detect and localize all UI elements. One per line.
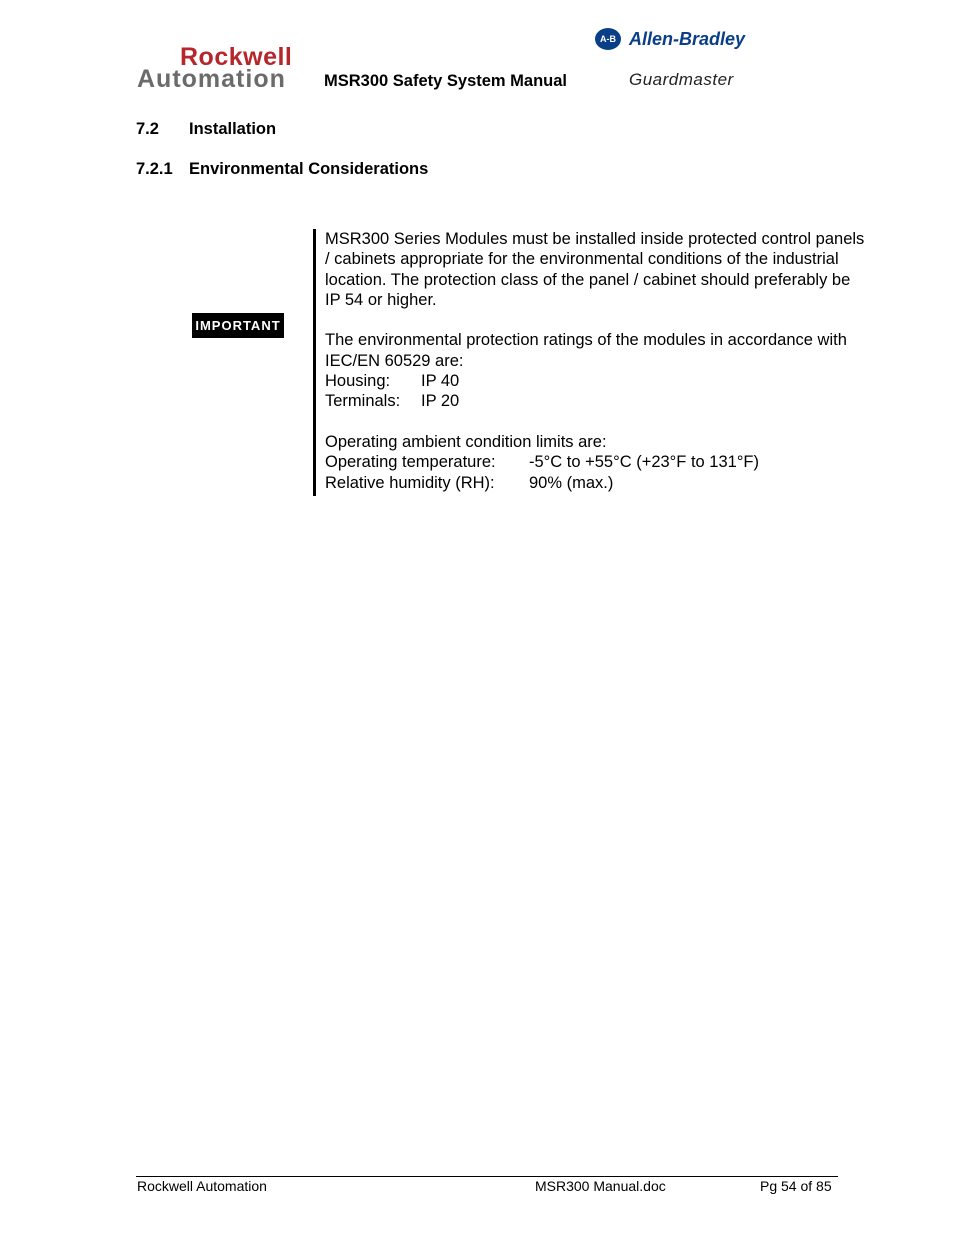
section-number: 7.2 [136, 120, 159, 138]
note-paragraph-3: Operating ambient condition limits are: [325, 432, 607, 451]
limit-row [325, 452, 865, 472]
section-title: Installation [189, 120, 277, 138]
note-paragraph-2: The environmental protection ratings of the modules in accordance with IEC/EN 60529 are: [325, 331, 847, 370]
important-note [325, 229, 865, 493]
footer-filename: MSR300 Manual.doc [535, 1178, 666, 1194]
rating-label: Terminals: [325, 392, 401, 411]
rating-value: IP 40 [421, 372, 460, 391]
rockwell-logo-top: Rockwell [180, 43, 293, 71]
rating-label: Housing: [325, 372, 391, 391]
rating-row [325, 391, 865, 411]
limit-label: Relative humidity (RH): [325, 473, 495, 492]
ab-logo-icon: A-B [595, 28, 621, 50]
section-heading [136, 119, 276, 139]
footer-rule [136, 1176, 838, 1177]
subsection-heading [136, 159, 428, 179]
limit-value: 90% (max.) [529, 473, 614, 492]
manual-title: MSR300 Safety System Manual [324, 72, 568, 90]
rating-value: IP 20 [421, 392, 460, 411]
important-badge: IMPORTANT [192, 313, 284, 338]
callout-divider [313, 229, 316, 496]
limit-row [325, 473, 865, 493]
subsection-number: 7.2.1 [136, 160, 173, 178]
footer-company: Rockwell Automation [137, 1178, 267, 1194]
guardmaster-logo: Guardmaster [629, 70, 734, 89]
footer-page-number: Pg 54 of 85 [760, 1178, 832, 1194]
rating-row [325, 371, 865, 391]
allen-bradley-logo: Allen-Bradley [629, 29, 746, 49]
limit-value: -5°C to +55°C (+23°F to 131°F) [529, 453, 759, 472]
rockwell-logo-bottom: Automation [137, 65, 286, 93]
subsection-title: Environmental Considerations [189, 160, 429, 178]
limit-label: Operating temperature: [325, 453, 496, 472]
note-paragraph-1: MSR300 Series Modules must be installed inside protected control panels / cabinets appropriate for the environmental conditions of the industrial location. The protection class of the panel / cabinet should preferably be IP 54 or higher. [325, 230, 865, 309]
